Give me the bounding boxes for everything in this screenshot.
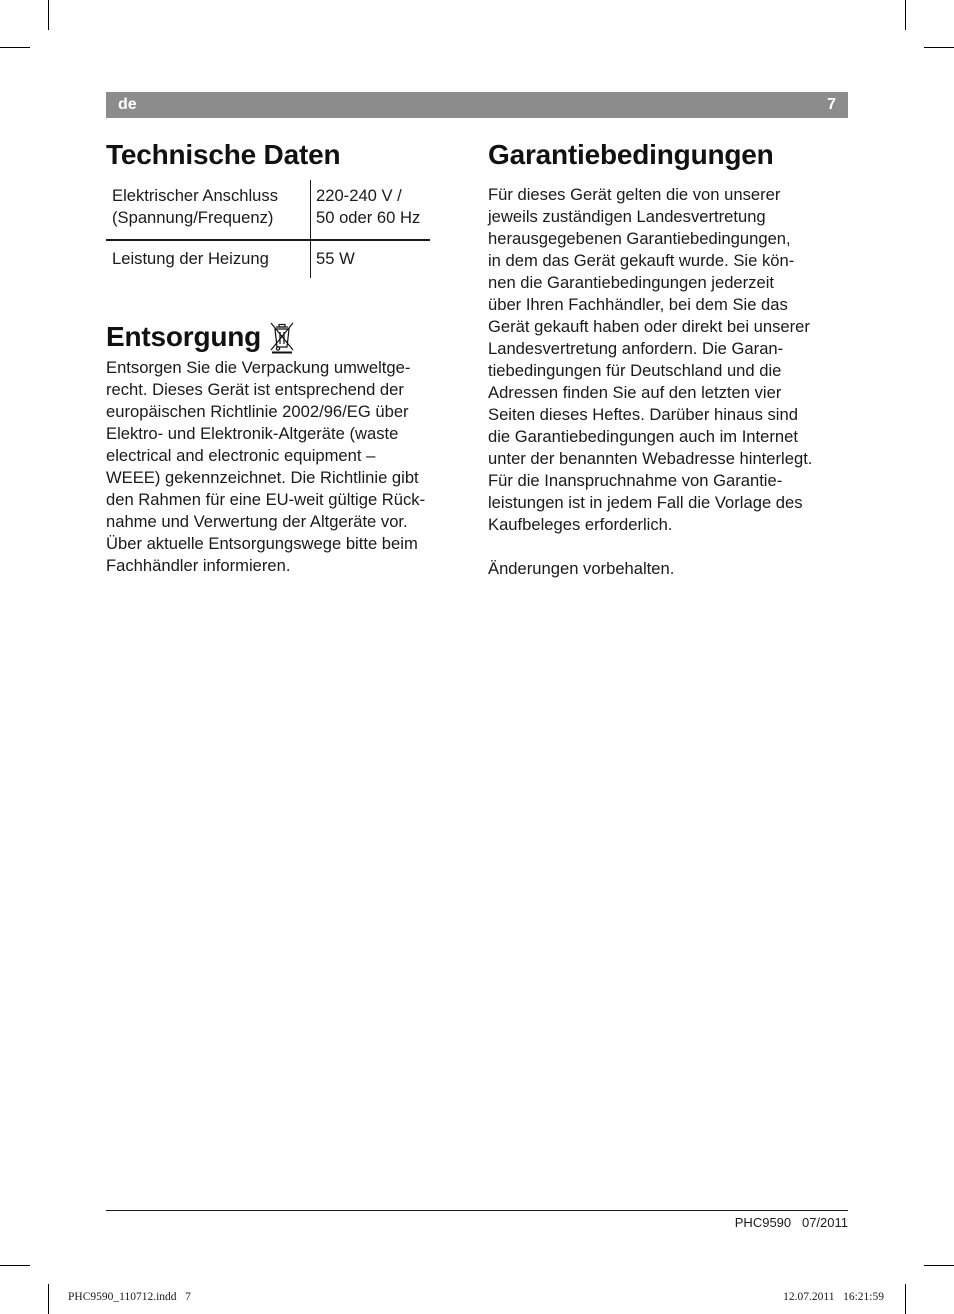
warranty-text: Für dieses Gerät gelten die von unserer jeweils zuständigen Landesvertretung herausgegebenen Garantiebedingungen, in dem das Gerät gekauft wurde. Sie kön- nen die Garantiebedingungen jederzeit über Ihren Fachhändler, bei dem Sie das Gerät gekauft haben oder direkt bei unserer Landesvertretung anfordern. Die Garan- tiebedingungen für Deutschland und die Adressen finden Sie auf den letzten vier Seiten dieses Heftes. Darüber hinaus sind die Garantiebedingungen auch im Internet unter der benannten Webadresse hinterlegt. Für die Inanspruchnahme von Garantie- leistungen ist in jedem Fall die Vorlage des Kaufbeleges erforderlich.: [488, 185, 813, 534]
crop-mark: [48, 1284, 49, 1314]
crossed-out-wheelie-bin-icon: [269, 320, 295, 354]
spec-value: 55 W: [316, 249, 355, 268]
page-number: 7: [827, 96, 836, 113]
crop-mark: [0, 47, 30, 48]
crop-mark: [905, 0, 906, 30]
language-code: de: [118, 96, 137, 113]
disposal-heading: Entsorgung: [106, 321, 262, 352]
crop-mark: [905, 1284, 906, 1314]
crop-mark: [924, 1265, 954, 1266]
spec-value: 220-240 V / 50 oder 60 Hz: [311, 180, 431, 240]
technical-data-table: [106, 180, 430, 278]
right-column: [488, 138, 850, 580]
left-column: [106, 138, 464, 577]
technical-data-heading: Technische Daten: [106, 139, 341, 170]
footer-model-date: PHC9590 07/2011: [734, 1215, 848, 1230]
crop-mark: [924, 47, 954, 48]
slug-filename: PHC9590_110712.indd 7: [68, 1291, 191, 1303]
disposal-text: Entsorgen Sie die Verpackung umweltge- recht. Dieses Gerät ist entsprechend der europäischen Richtlinie 2002/96/EG über Elektro- und Elektronik-Altgeräte (waste electrical and electronic equipment – WEEE) gekennzeichnet. Die Richtlinie gibt den Rahmen für eine EU-weit gültige Rück- nahme und Verwertung der Altgeräte vor. Über aktuelle Entsorgungswege bitte beim Fachhändler informieren.: [106, 358, 426, 575]
spec-key: Elektrischer Anschluss (Spannung/Frequenz): [106, 180, 311, 240]
crop-mark: [0, 1265, 30, 1266]
slug-timestamp: 12.07.2011 16:21:59: [783, 1291, 884, 1303]
page-header-bar: [106, 92, 848, 118]
table-row: [106, 240, 430, 278]
changes-note: Änderungen vorbehalten.: [488, 559, 675, 578]
crop-mark: [48, 0, 49, 30]
footer-divider: [106, 1210, 848, 1211]
warranty-heading: Garantiebedingungen: [488, 139, 774, 170]
table-row: [106, 180, 430, 240]
spec-key: Leistung der Heizung: [106, 240, 311, 278]
disposal-heading-row: [106, 320, 464, 354]
